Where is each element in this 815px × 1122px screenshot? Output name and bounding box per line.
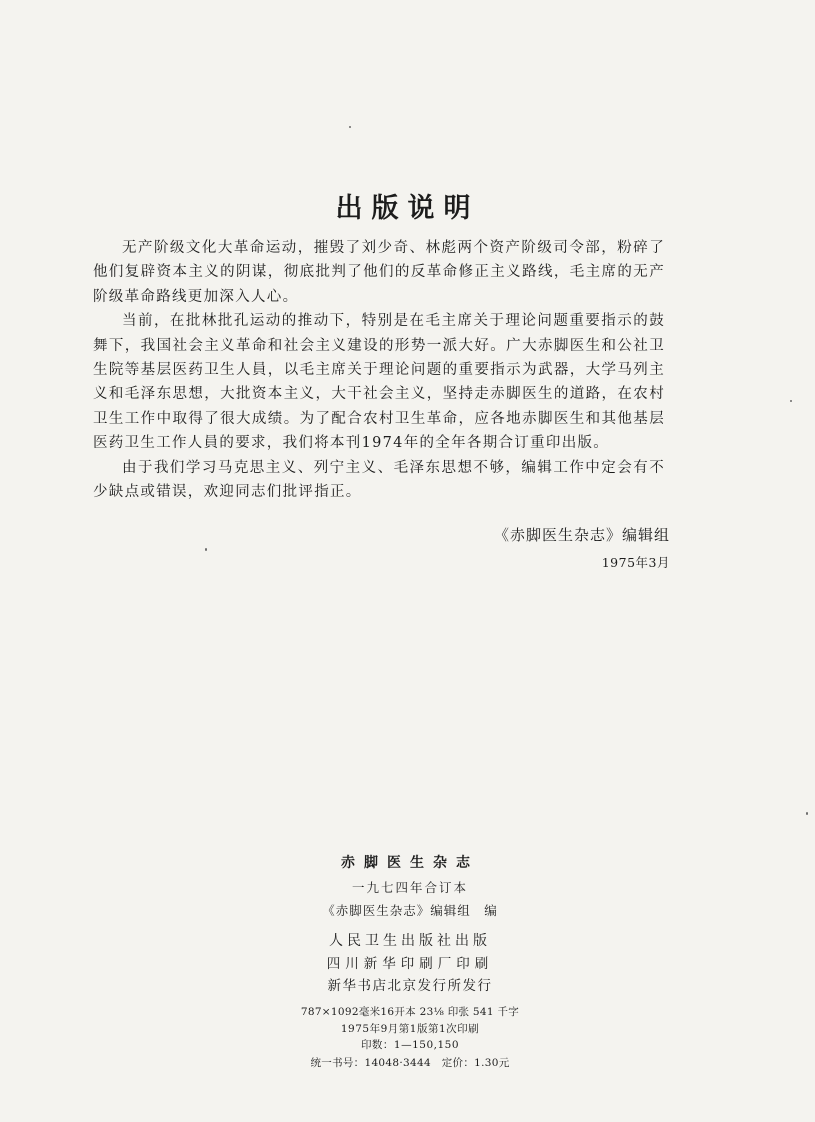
notice-date: 1975年3月: [601, 555, 670, 570]
scan-speck: [790, 400, 792, 402]
colophon-editor: 《赤脚医生杂志》编辑组 编: [322, 903, 498, 918]
notice-paragraph-3: 由于我们学习马克思主义、列宁主义、毛泽东思想不够，编辑工作中定会有不少缺点或错误，欢迎同志们批评指正。: [93, 459, 665, 501]
colophon-printer: 四川新华印刷厂印刷: [326, 956, 494, 972]
colophon-magazine-name: 赤脚医生杂志: [341, 855, 479, 871]
notice-signature: 《赤脚医生杂志》编辑组: [493, 526, 670, 544]
colophon-edition: 1975年9月第1版第1次印刷: [340, 1023, 480, 1035]
notice-paragraph-2: 当前，在批林批孔运动的推动下，特别是在毛主席关于理论问题重要指示的鼓舞下，我国社会主义革命和社会主义建设的形势一派大好。广大赤脚医生和公社卫生院等基层医药卫生人員，以毛主席关于理论问题的重要指示为武器，大学马列主义和毛泽东思想，大批资本主义，大干社会主义，坚持走赤脚医生的道路，在农村卫生工作中取得了很大成绩。为了配合农村卫生革命，应各地赤脚医生和其他基层医药卫生工作人員的要求，我们将本刊1974年的全年各期合订重印出版。: [93, 313, 665, 452]
notice-paragraph-1: 无产阶级文化大革命运动，摧毁了刘少奇、林彪两个资产阶级司令部，粉碎了他们复辟资本主义的阴谋，彻底批判了他们的反革命修正主义路线，毛主席的无产阶级革命路线更加深入人心。: [93, 240, 665, 305]
publication-notice: [93, 236, 665, 504]
scan-speck: [806, 812, 808, 815]
scan-speck: [349, 126, 351, 128]
colophon-edition-title: 一九七四年合订本: [351, 880, 468, 895]
colophon-publisher: 人民卫生出版社出版: [329, 933, 491, 949]
colophon-isbn-price: 统一书号：14048·3444 定价：1.30元: [310, 1057, 510, 1069]
scan-speck: [205, 548, 207, 551]
colophon-spec: 787×1092毫米16开本 23⅛ 印张 541 千字: [300, 1006, 520, 1018]
colophon-print-run: 印数：1—150,150: [360, 1039, 460, 1051]
page-title: 出版说明: [335, 193, 480, 224]
colophon-distributor: 新华书店北京发行所发行: [327, 978, 493, 994]
